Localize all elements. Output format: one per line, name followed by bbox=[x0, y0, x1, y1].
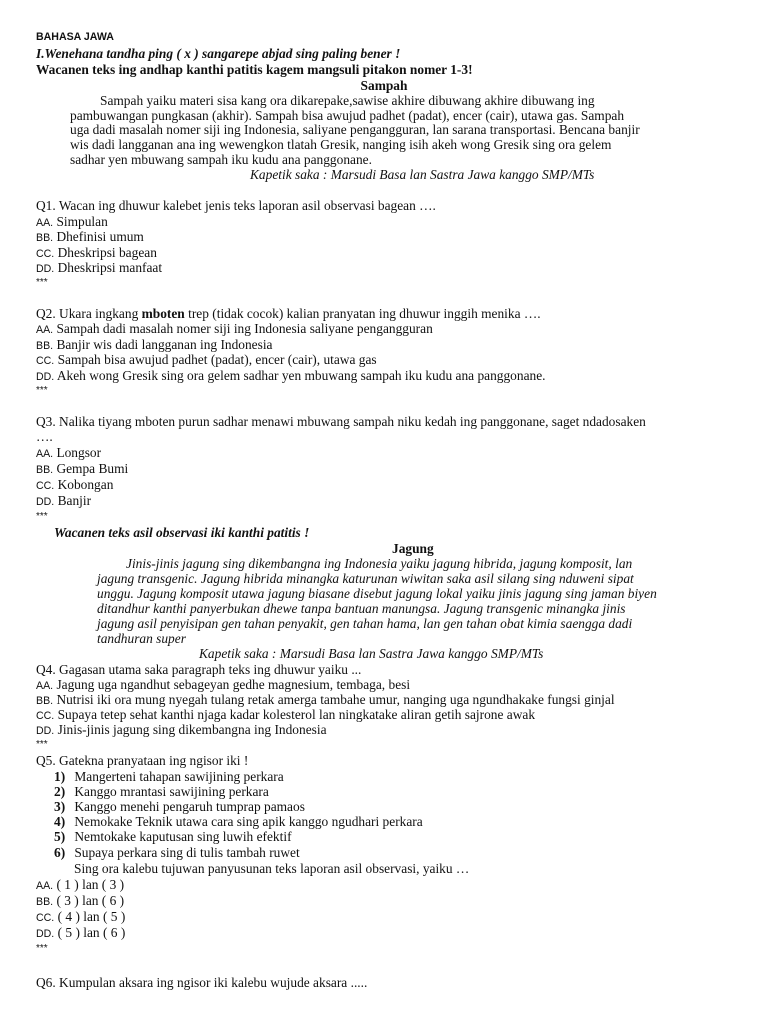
main-instruction: I.Wenehana tandha ping ( x ) sangarepe abjad sing paling bener ! bbox=[36, 46, 401, 61]
q4-option-b[interactable]: BB. Nutrisi iki ora mung nyegah tulang retak amerga tambahe umur, nanging uga ngundhakake fungsi ginjal bbox=[36, 692, 615, 707]
passage1-line: sadhar yen mbuwang sampah iku kudu ana panggonane. bbox=[70, 152, 372, 167]
q5-statement: 1) Mangerteni tahapan sawijining perkara bbox=[54, 769, 284, 784]
q1-option-d[interactable]: DD. Dheskripsi manfaat bbox=[36, 260, 163, 275]
passage2-line: jagung asil penyisipan gen tahan penyakit, gen tahan hama, lan gen tahan obat kimia saengga dadi bbox=[97, 616, 633, 631]
q2-question: Q2. Ukara ingkang mboten trep (tidak cocok) kalian pranyatan ing dhuwur inggih menika …. bbox=[36, 306, 541, 321]
q2-option-a[interactable]: AA. Sampah dadi masalah nomer siji ing Indonesia saliyane pengangguran bbox=[36, 321, 433, 336]
separator: *** bbox=[36, 277, 48, 288]
q1-option-a[interactable]: AA. Simpulan bbox=[36, 214, 108, 229]
passage2-title: Jagung bbox=[392, 541, 434, 556]
passage2-instruction: Wacanen teks asil observasi iki kanthi patitis ! bbox=[54, 525, 310, 540]
q3-option-a[interactable]: AA. Longsor bbox=[36, 445, 102, 460]
q1-option-c[interactable]: CC. Dheskripsi bagean bbox=[36, 245, 157, 260]
q3-option-d[interactable]: DD. Banjir bbox=[36, 493, 92, 508]
q5-statement: 4) Nemokake Teknik utawa cara sing apik kanggo ngudhari perkara bbox=[54, 814, 423, 829]
passage1-line: pambuwangan pungkasan (akhir). Sampah bisa awujud padhet (padat), encer (cair), utawa gas. Sampah bbox=[70, 108, 625, 123]
q4-option-a[interactable]: AA. Jagung uga ngandhut sebageyan gedhe magnesium, tembaga, besi bbox=[36, 677, 411, 692]
q6-question: Q6. Kumpulan aksara ing ngisor iki kalebu wujude aksara ..... bbox=[36, 975, 368, 990]
passage2-line: ditandhur kanthi panyerbukan dhewe tanpa bantuan manungsa. Jagung transgenic minangka jinis bbox=[97, 601, 626, 616]
passage1-line: uga dadi masalah nomer siji ing Indonesia, saliyane pengangguran, lan sarana transportasi. Bencana banjir bbox=[70, 122, 640, 137]
q5-statement: 5) Nemtokake kaputusan sing luwih efektif bbox=[54, 829, 292, 844]
passage1-line: Sampah yaiku materi sisa kang ora dikarepake,sawise akhire dibuwang akhire dibuwang ing bbox=[100, 93, 595, 108]
q5-statement: 2) Kanggo mrantasi sawijining perkara bbox=[54, 784, 269, 799]
q1-question: Q1. Wacan ing dhuwur kalebet jenis teks laporan asil observasi bagean …. bbox=[36, 198, 436, 213]
passage1-title: Sampah bbox=[360, 78, 408, 93]
passage2-source: Kapetik saka : Marsudi Basa lan Sastra Jawa kanggo SMP/MTs bbox=[199, 646, 544, 661]
q4-question: Q4. Gagasan utama saka paragraph teks ing dhuwur yaiku ... bbox=[36, 662, 362, 677]
separator: *** bbox=[36, 739, 48, 750]
passage2-line: tandhuran super bbox=[97, 631, 186, 646]
q3-option-c[interactable]: CC. Kobongan bbox=[36, 477, 114, 492]
passage2-line: jagung transgenic. Jagung hibrida minangka katurunan wiwitan saka asil silang sing nduweni sipat bbox=[97, 571, 634, 586]
passage2-line: unggu. Jagung komposit utawa jagung biasane disebut jagung lokal yaiku jinis jagung sing jaman biyen bbox=[97, 586, 657, 601]
q4-option-d[interactable]: DD. Jinis-jinis jagung sing dikembangna ing Indonesia bbox=[36, 722, 327, 737]
q5-prompt: Sing ora kalebu tujuwan panyusunan teks laporan asil observasi, yaiku … bbox=[74, 861, 470, 876]
separator: *** bbox=[36, 511, 48, 522]
q2-option-b[interactable]: BB. Banjir wis dadi langganan ing Indonesia bbox=[36, 337, 273, 352]
q5-statement: 6) Supaya perkara sing di tulis tambah ruwet bbox=[54, 845, 300, 860]
q1-option-b[interactable]: BB. Dhefinisi umum bbox=[36, 229, 144, 244]
q3-question: Q3. Nalika tiyang mboten purun sadhar menawi mbuwang sampah niku kedah ing panggonane, saget ndadosaken bbox=[36, 414, 646, 429]
passage1-source: Kapetik saka : Marsudi Basa lan Sastra Jawa kanggo SMP/MTs bbox=[250, 167, 595, 182]
q5-question: Q5. Gatekna pranyataan ing ngisor iki ! bbox=[36, 753, 249, 768]
q3-option-b[interactable]: BB. Gempa Bumi bbox=[36, 461, 129, 476]
q2-option-d[interactable]: DD. Akeh wong Gresik sing ora gelem sadhar yen mbuwang sampah iku kudu ana panggonane. bbox=[36, 368, 546, 383]
q5-statement: 3) Kanggo menehi pengaruh tumprap pamaos bbox=[54, 799, 305, 814]
q5-option-b[interactable]: BB. ( 3 ) lan ( 6 ) bbox=[36, 893, 125, 908]
q5-option-d[interactable]: DD. ( 5 ) lan ( 6 ) bbox=[36, 925, 126, 940]
separator: *** bbox=[36, 943, 48, 954]
passage2-line: Jinis-jinis jagung sing dikembangna ing Indonesia yaiku jagung hibrida, jagung komposit, lan bbox=[126, 556, 633, 571]
q4-option-c[interactable]: CC. Supaya tetep sehat kanthi njaga kadar kolesterol lan ningkatake aliran getih sajrone awak bbox=[36, 707, 536, 722]
passage1-line: wis dadi langganan ana ing wewengkon tlatah Gresik, nanging isih akeh wong Gresik sing ora gelem bbox=[70, 137, 612, 152]
separator: *** bbox=[36, 385, 48, 396]
q3-question-cont: …. bbox=[36, 429, 53, 444]
reading-instruction: Wacanen teks ing andhap kanthi patitis kagem mangsuli pitakon nomer 1-3! bbox=[36, 62, 473, 77]
q5-option-c[interactable]: CC. ( 4 ) lan ( 5 ) bbox=[36, 909, 126, 924]
q5-option-a[interactable]: AA. ( 1 ) lan ( 3 ) bbox=[36, 877, 125, 892]
subject-title: BAHASA JAWA bbox=[36, 31, 114, 43]
q2-option-c[interactable]: CC. Sampah bisa awujud padhet (padat), encer (cair), utawa gas bbox=[36, 352, 377, 367]
